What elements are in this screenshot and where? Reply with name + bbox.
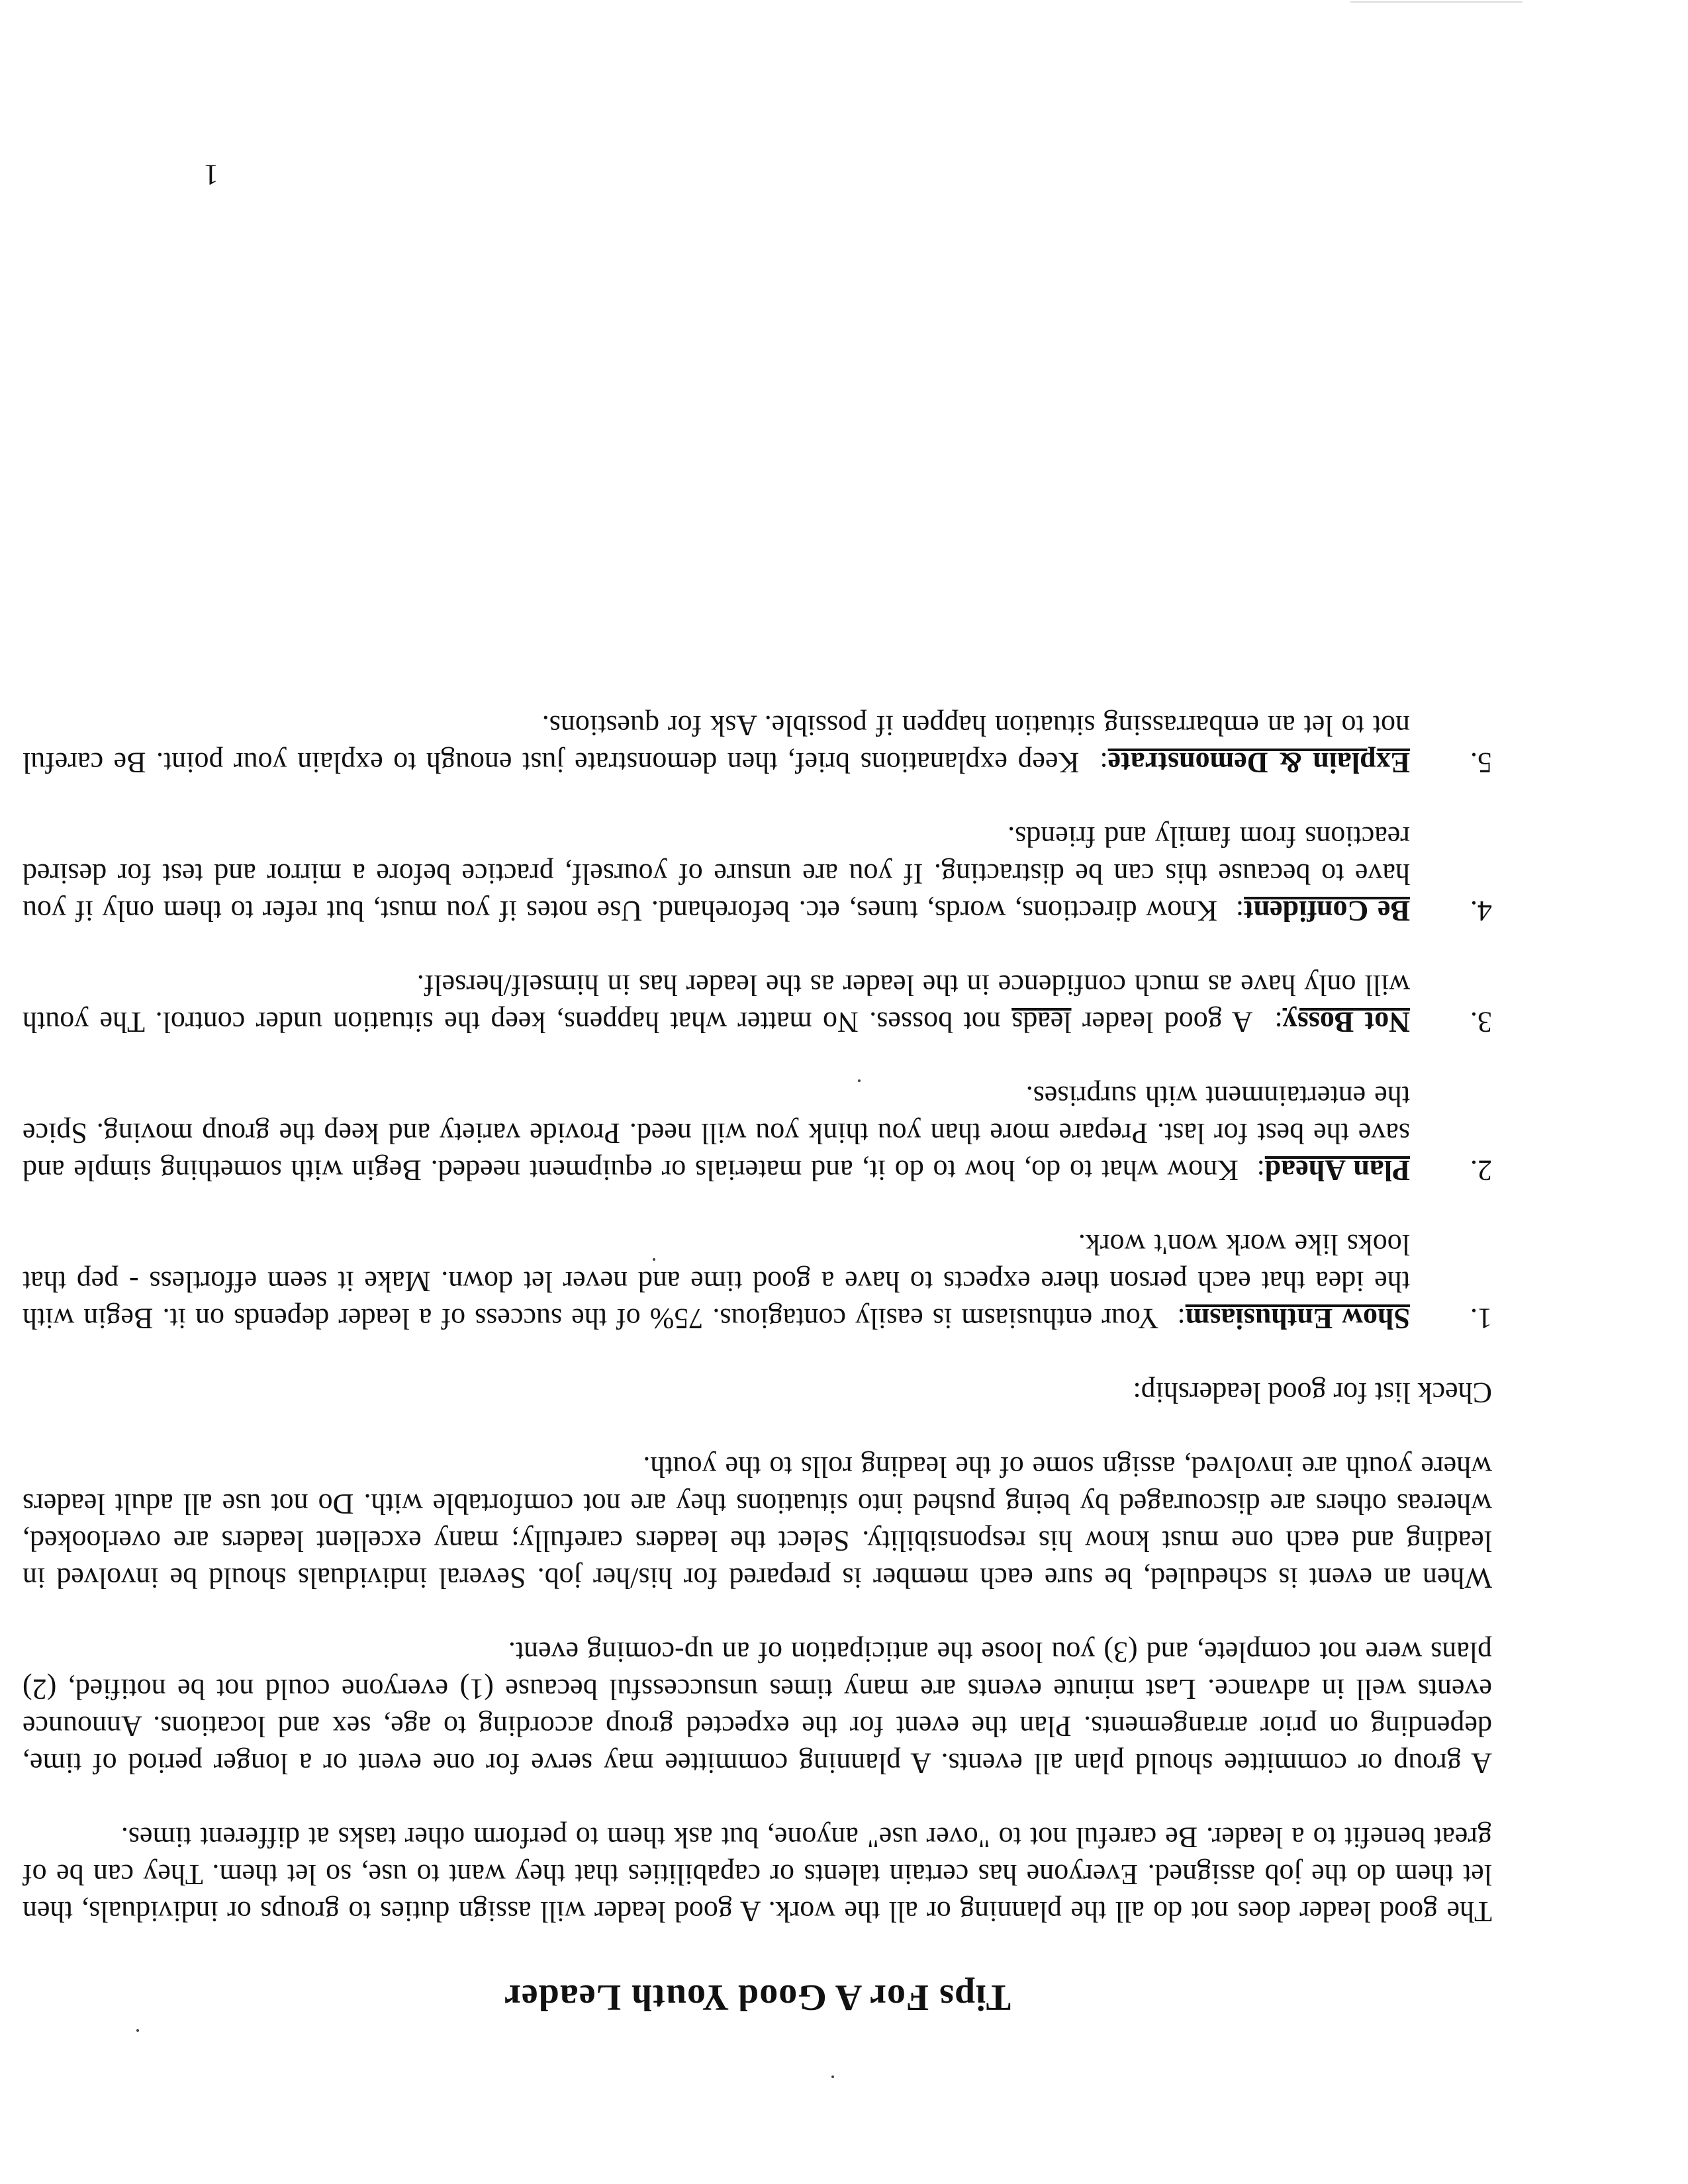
- checklist: [23, 707, 1492, 1337]
- checklist-intro: Check list for good leadership:: [1133, 1377, 1492, 1409]
- checklist-body: [23, 1226, 1410, 1337]
- checklist-number: 2.: [1470, 1154, 1492, 1187]
- term-separator: :: [1100, 747, 1108, 779]
- checklist-term: Explain & Demonstrate: [1107, 747, 1410, 779]
- scan-speck: [136, 2029, 139, 2032]
- checklist-text-before: A good leader: [1071, 1006, 1253, 1038]
- checklist-item: [23, 818, 1492, 929]
- checklist-body: [23, 818, 1410, 929]
- checklist-text: Know what to do, how to do it, and materials or equipment needed. Begin with something simple and save the best for last. Prepare more than you think you will need. Provide variety and keep the group moving. Spice the entertainment with surprises.: [22, 1080, 1410, 1187]
- paragraph-delegation: The good leader does not do all the planning or all the work. A good leader will assign duties to groups or individuals, then let them do the job assigned. Everyone has certain talents or capabilities that they want to use, so let them. They can be of great benefit to a leader. Be careful not to "over use" anyone, but ask them to perform other tasks at different times.: [23, 1821, 1492, 1928]
- term-separator: :: [1274, 1006, 1283, 1038]
- checklist-term: Be Confident: [1243, 895, 1410, 927]
- term-separator: :: [1177, 1302, 1186, 1335]
- checklist-item: [23, 707, 1492, 781]
- checklist-number: 5.: [1470, 747, 1492, 779]
- checklist-number: 4.: [1470, 895, 1492, 927]
- checklist-text-after: not bosses. No matter what happens, keep the situation under control. The youth will only have as much confidence in the leader as the leader has in himself/herself.: [23, 969, 1410, 1038]
- checklist-number: 3.: [1470, 1006, 1492, 1038]
- checklist-text: Know directions, words, tunes, etc. beforehand. Use notes if you must, but refer to them only if you have to because this can be distracting. If you are unsure of yourself, practice before a mirror and test for desired reactions from family and friends.: [22, 821, 1410, 927]
- checklist-text-underlined: leads: [1011, 1006, 1072, 1038]
- scan-edge-mark: [1350, 1, 1523, 3]
- term-separator: :: [1235, 895, 1244, 927]
- checklist-body: [23, 707, 1410, 781]
- scan-speck: [831, 2075, 834, 2078]
- scan-speck: [858, 1079, 861, 1082]
- checklist-text: Your enthusiasm is easily contagious. 75% of the success of a leader depends on it. Begin with the idea that each person there expects to have a good time and never let down. Make it seem effortless - pep that looks like work won't work.: [23, 1228, 1410, 1335]
- paragraph-planning: A group or committee should plan all events. A planning committee may serve for one event or a longer period of time, depending on prior arrangements. Plan the event for the expected group according to age, sex and locations. Announce events well in advance. Last minute events are many times unsuccessful because (1) everyone could not be notified, (2) plans were not complete, and (3) you loose the anticipation of an up-coming event.: [23, 1636, 1492, 1780]
- scan-speck: [653, 1258, 655, 1261]
- term-separator: :: [1256, 1154, 1265, 1187]
- checklist-item: [23, 1077, 1492, 1189]
- document-body: [23, 670, 1492, 2019]
- checklist-term: Show Enthusiasm: [1185, 1302, 1410, 1335]
- checklist-term: Not Bossy: [1282, 1006, 1410, 1038]
- checklist-item: [23, 966, 1492, 1040]
- checklist-body: [23, 1077, 1410, 1189]
- checklist-body: [23, 966, 1410, 1040]
- checklist-term: Plan Ahead: [1264, 1154, 1410, 1187]
- document-title: Tips For A Good Youth Leader: [504, 1977, 1011, 2018]
- page-number: 1: [204, 159, 218, 191]
- checklist-number: 1.: [1470, 1302, 1492, 1335]
- paragraph-preparation: When an event is scheduled, be sure each member is prepared for his/her job. Several individuals should be involved in leading and each one must know his responsibility. Select the leaders carefully; many excellent leaders are overlooked, whereas others are discouraged by being pushed into situations they are not comfortable with. Do not use all adult leaders where youth are involved, assign some of the leading rolls to the youth.: [23, 1451, 1492, 1594]
- checklist-text: Keep explanations brief, then demonstrate just enough to explain your point. Be careful not to let an embarrassing situation happen if possible. Ask for questions.: [22, 709, 1410, 779]
- checklist-item: [23, 1226, 1492, 1337]
